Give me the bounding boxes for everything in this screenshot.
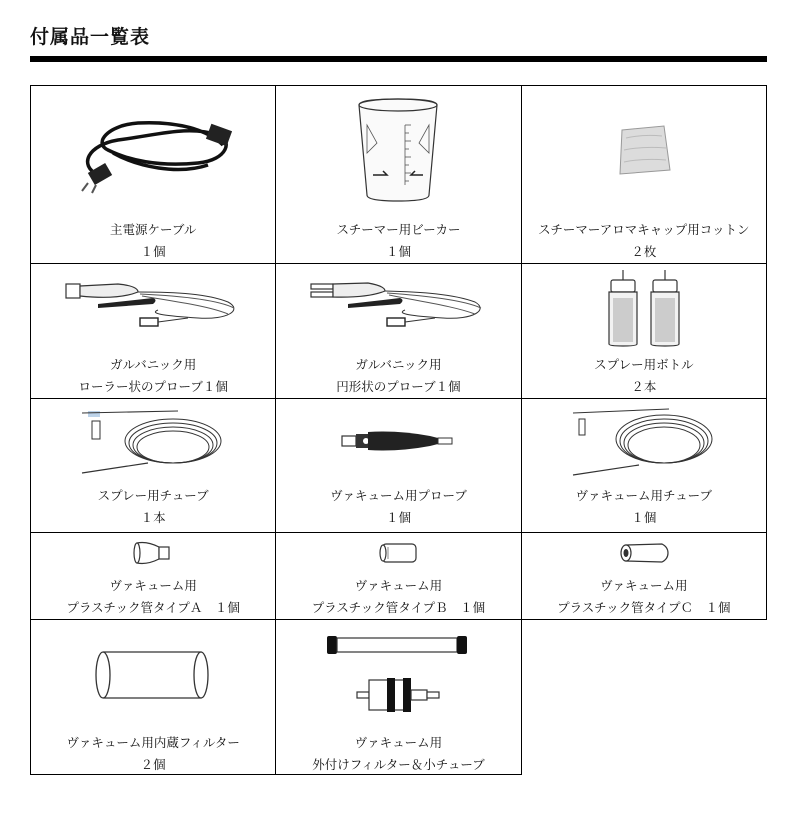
item-name: ヴァキューム用	[354, 735, 443, 750]
item-qty: １個	[385, 244, 411, 259]
item-name: スチーマーアロマキャップ用コットン	[538, 222, 750, 237]
spray-bottle-icon	[599, 268, 689, 348]
item-name: 主電源ケーブル	[109, 222, 197, 237]
item-name: ヴァキューム用内蔵フィルター	[66, 735, 240, 750]
item-qty: プラスチック管タイプＢ １個	[311, 600, 486, 615]
item-qty: １個	[385, 510, 411, 525]
power-cable-icon	[68, 105, 238, 195]
item-cell	[276, 85, 521, 263]
table-row	[30, 263, 767, 398]
spray-tube-icon	[78, 403, 228, 479]
page-title: 付属品一覧表	[30, 26, 151, 48]
item-cell	[31, 398, 276, 532]
plastic-tube-a-icon	[133, 539, 173, 567]
item-cell	[31, 619, 276, 775]
item-name: ガルバニック用	[355, 357, 442, 372]
external-filter-icon	[323, 630, 473, 720]
item-qty: プラスチック管タイプＣ １個	[557, 600, 731, 615]
item-name: スプレー用ボトル	[594, 357, 694, 372]
item-name: ヴァキューム用	[354, 578, 443, 593]
cotton-icon	[614, 122, 674, 178]
item-name: ガルバニック用	[110, 357, 197, 372]
item-cell	[522, 398, 767, 532]
item-name: ヴァキューム用チューブ	[575, 488, 713, 503]
item-cell	[31, 263, 276, 398]
item-cell	[31, 532, 276, 619]
title-rule	[30, 56, 767, 62]
accessory-table	[30, 85, 767, 775]
plastic-tube-c-icon	[618, 541, 670, 565]
table-row	[30, 85, 767, 263]
item-cell	[31, 85, 276, 263]
item-name: スチーマー用ビーカー	[336, 222, 461, 237]
item-name: ヴァキューム用	[109, 578, 197, 593]
table-row	[30, 398, 767, 532]
item-cell	[276, 398, 521, 532]
item-cell	[522, 85, 767, 263]
internal-filter-icon	[93, 648, 213, 702]
item-name: ヴァキューム用プローブ	[330, 488, 467, 503]
plastic-tube-b-icon	[376, 541, 420, 565]
item-qty: プラスチック管タイプＡ １個	[66, 600, 240, 615]
item-cell	[276, 619, 521, 775]
item-cell	[522, 532, 767, 619]
item-name: ヴァキューム用	[600, 578, 688, 593]
round-probe-icon	[303, 274, 493, 334]
item-qty: ２枚	[631, 244, 657, 259]
table-row	[30, 619, 767, 775]
item-qty: １個	[631, 510, 657, 525]
item-qty: ２本	[631, 379, 657, 394]
table-row	[30, 532, 767, 619]
vacuum-tube-icon	[569, 403, 719, 479]
item-cell	[276, 263, 521, 398]
item-qty: 円形状のプローブ１個	[336, 379, 461, 394]
item-qty: 外付けフィルター＆小チューブ	[312, 757, 485, 772]
item-qty: ２個	[140, 757, 166, 772]
empty-cell	[522, 619, 767, 775]
item-qty: ローラー状のプローブ１個	[78, 379, 228, 394]
item-qty: １本	[140, 510, 166, 525]
roller-probe-icon	[58, 274, 248, 334]
vacuum-probe-icon	[338, 426, 458, 456]
beaker-icon	[353, 95, 443, 205]
item-name: スプレー用チューブ	[97, 488, 209, 503]
item-qty: １個	[140, 244, 166, 259]
item-cell	[522, 263, 767, 398]
item-cell	[276, 532, 521, 619]
